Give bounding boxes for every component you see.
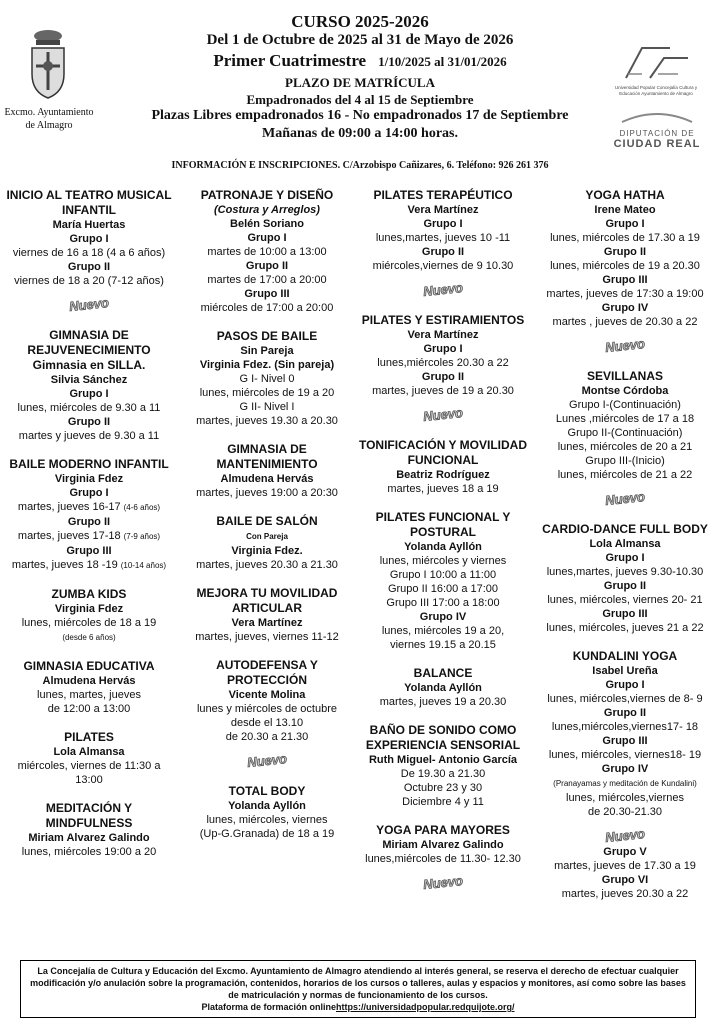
course-line: Grupo I xyxy=(605,218,645,230)
up-mark-icon xyxy=(608,44,704,80)
course-line: martes, jueves 17-18 (7-9 años) xyxy=(17,530,161,542)
course-title: GIMNASIA DE MANTENIMIENTO xyxy=(216,442,318,471)
course-title: PASOS DE BAILE xyxy=(216,329,318,343)
course-line: Grupo II xyxy=(421,246,465,258)
course-line: Grupo IV xyxy=(419,611,467,623)
svg-text:Nuevo: Nuevo xyxy=(422,872,464,892)
course-line: Diciembre 4 y 11 xyxy=(402,796,484,808)
course-block xyxy=(184,658,350,770)
course-line: Grupo II xyxy=(603,246,647,258)
course-line: Grupo I-(Continuación) xyxy=(569,399,681,411)
course-line: Grupo III xyxy=(602,608,648,620)
course-line: viernes de 16 a 18 (4 a 6 años) xyxy=(12,247,166,259)
nuevo-badge xyxy=(601,335,649,355)
course-line: Grupo III xyxy=(66,545,112,557)
course-line: Virginia Fdez xyxy=(54,603,124,615)
column-3 xyxy=(356,188,530,906)
course-line: lunes, miércoles y viernes xyxy=(379,555,507,567)
course-block xyxy=(184,442,350,500)
course-line: Miriam Alvarez Galindo xyxy=(382,839,504,851)
course-line: martes, jueves de 19 a 20.30 xyxy=(372,385,514,397)
nuevo-badge xyxy=(601,488,649,508)
course-line: Grupo III 17:00 a 18:00 xyxy=(386,597,500,609)
course-title: CARDIO-DANCE FULL BODY xyxy=(542,522,708,536)
course-line: de 20.30 a 21.30 xyxy=(225,731,309,743)
svg-text:Nuevo: Nuevo xyxy=(604,335,646,355)
column-2 xyxy=(184,188,350,855)
course-line: lunes, miércoles, viernes18- 19 xyxy=(548,749,702,761)
course-line: lunes, miércoles de 9.30 a 11 xyxy=(17,402,161,414)
empadronados: Empadronados del 4 al 15 de Septiembre xyxy=(246,92,474,107)
course-line: De 19.30 a 21.30 xyxy=(400,768,486,780)
course-line: lunes, martes, jueves xyxy=(37,689,141,701)
course-title: YOGA PARA MAYORES xyxy=(376,823,510,837)
svg-text:Nuevo: Nuevo xyxy=(422,404,464,424)
course-block xyxy=(356,666,530,709)
nuevo-badge xyxy=(243,750,291,770)
course-block xyxy=(534,188,716,355)
course-year: CURSO 2025-2026 xyxy=(291,12,429,31)
course-line: Grupo I xyxy=(69,487,109,499)
course-line: viernes de 18 a 20 (7-12 años) xyxy=(14,275,164,287)
course-line: lunes, miércoles, viernes 20- 21 xyxy=(547,594,703,606)
course-line: Grupo IV xyxy=(601,763,649,775)
course-title: MEJORA TU MOVILIDAD ARTICULAR xyxy=(196,586,338,615)
course-line: Grupo I xyxy=(605,552,645,564)
course-line: martes, jueves 19:00 a 20:30 xyxy=(196,487,338,499)
course-block xyxy=(356,313,530,424)
course-block xyxy=(184,188,350,315)
course-block xyxy=(184,514,350,572)
course-line: martes, jueves 18 -19 (10-14 años) xyxy=(11,559,167,571)
course-line: Grupo II-(Continuación) xyxy=(567,427,683,439)
svg-text:Nuevo: Nuevo xyxy=(604,488,646,508)
course-line: de 20.30-21.30 xyxy=(587,806,662,818)
course-line: martes, jueves 19 a 20.30 xyxy=(379,696,507,708)
diputacion-logo xyxy=(602,108,712,152)
course-line: Vera Martínez xyxy=(407,329,479,341)
nuevo-badge xyxy=(419,404,467,424)
course-line: Grupo I xyxy=(247,232,287,244)
course-line: Yolanda Ayllón xyxy=(228,800,306,812)
svg-text:Nuevo: Nuevo xyxy=(422,279,464,299)
course-title: TOTAL BODY xyxy=(228,784,306,798)
course-line: lunes, miércoles 19:00 a 20 xyxy=(21,846,157,858)
course-line: lunes, miércoles de 19 a 20 xyxy=(199,387,335,399)
course-title: PILATES FUNCIONAL Y POSTURAL xyxy=(375,510,511,539)
course-line: Grupo II xyxy=(67,416,111,428)
course-line: Grupo II 16:00 a 17:00 xyxy=(387,583,499,595)
course-block xyxy=(184,586,350,644)
course-line: lunes, miércoles de 18 a 19 xyxy=(21,617,157,629)
course-line: María Huertas xyxy=(52,219,126,231)
course-line: lunes y miércoles de octubre xyxy=(196,703,337,715)
course-line: Lola Almansa xyxy=(589,538,661,550)
course-line: lunes, miércoles 19 a 20, xyxy=(381,625,505,637)
course-line: miércoles,viernes de 9 10.30 xyxy=(372,260,514,272)
horario-matricula: Mañanas de 09:00 a 14:00 horas. xyxy=(261,126,458,141)
course-line: Grupo III-(Inicio) xyxy=(585,455,665,467)
course-title: ZUMBA KIDS xyxy=(51,587,127,601)
nuevo-badge xyxy=(419,872,467,892)
course-title: PILATES Y ESTIRAMIENTOS xyxy=(361,313,525,327)
footer-disclaimer xyxy=(20,960,696,1018)
course-block xyxy=(4,188,174,314)
course-line: Grupo I xyxy=(605,679,645,691)
diputacion-mark-icon xyxy=(602,108,712,124)
course-title: KUNDALINI YOGA xyxy=(572,649,678,663)
course-line: Miriam Alvarez Galindo xyxy=(28,832,150,844)
course-line: lunes, miércoles, jueves 21 a 22 xyxy=(546,622,704,634)
course-line: lunes, miércoles de 20 a 21 xyxy=(557,441,693,453)
course-title: AUTODEFENSA Y PROTECCIÓN xyxy=(216,658,318,687)
course-line: Montse Córdoba xyxy=(581,385,669,397)
course-title: PILATES xyxy=(64,730,114,744)
course-line: martes, jueves 16-17 (4-6 años) xyxy=(17,501,161,513)
course-block xyxy=(356,510,530,652)
course-line: Sin Pareja xyxy=(240,345,294,357)
course-block xyxy=(356,723,530,809)
course-line: Grupo II xyxy=(67,261,111,273)
course-line: lunes, miércoles, viernes xyxy=(206,814,328,826)
course-block xyxy=(356,438,530,496)
course-line: martes, jueves 20.30 a 21.30 xyxy=(196,559,338,571)
plazo-matricula: PLAZO DE MATRÍCULA xyxy=(285,75,435,90)
svg-text:Nuevo: Nuevo xyxy=(604,825,646,845)
course-line: Grupo II xyxy=(245,260,289,272)
course-title: BALANCE xyxy=(413,666,473,680)
course-line: lunes,martes, jueves 9.30-10.30 xyxy=(546,566,704,578)
course-line: viernes 19.15 a 20.15 xyxy=(390,639,496,651)
course-line: lunes,miércoles 20.30 a 22 xyxy=(377,357,509,369)
course-title: GIMNASIA EDUCATIVA xyxy=(23,659,155,673)
course-line: Grupo I xyxy=(69,233,109,245)
page-header xyxy=(0,0,720,185)
course-line: miércoles de 17:00 a 20:00 xyxy=(200,302,334,314)
course-line: martes de 10:00 a 13:00 xyxy=(207,246,327,258)
footer-platform xyxy=(29,1001,687,1013)
course-line: lunes,martes, jueves 10 -11 xyxy=(375,232,511,244)
course-block xyxy=(4,659,174,716)
course-line: martes y jueves de 9.30 a 11 xyxy=(18,430,160,442)
course-line: desde el 13.10 xyxy=(230,717,304,729)
course-line: Ruth Miguel- Antonio García xyxy=(368,754,518,766)
course-block xyxy=(534,522,716,635)
column-4 xyxy=(534,188,716,915)
course-dates: Del 1 de Octubre de 2025 al 31 de Mayo de 2026 xyxy=(206,32,514,48)
course-line: G II- Nivel I xyxy=(239,401,295,413)
course-line: Grupo III xyxy=(602,274,648,286)
course-line: Grupo III xyxy=(244,288,290,300)
course-line: Grupo VI xyxy=(601,874,649,886)
course-line: Grupo I 10:00 a 11:00 xyxy=(389,569,497,581)
up-logo-text: Universidad Popular Concejalía Cultura y Educación Ayuntamiento de Almagro xyxy=(614,85,698,96)
course-block xyxy=(534,369,716,508)
course-line: Silvia Sánchez xyxy=(50,374,128,386)
course-title: GIMNASIA DE REJUVENECIMIENTO Gimnasia en SILLA. xyxy=(27,328,151,372)
course-subtitle: (Costura y Arreglos) xyxy=(214,204,320,216)
course-line: martes, jueves, viernes 11-12 xyxy=(195,631,339,643)
course-line: martes, jueves 19.30 a 20.30 xyxy=(196,415,338,427)
course-line: martes, jueves 18 a 19 xyxy=(387,483,499,495)
universidad-popular-logo xyxy=(608,44,704,104)
course-line: Octubre 23 y 30 xyxy=(403,782,483,794)
course-line: Grupo I xyxy=(423,218,463,230)
course-line: miércoles, viernes de 11:30 a 13:00 xyxy=(17,760,161,786)
course-line: Virginia Fdez. (Sin pareja) xyxy=(199,359,335,371)
course-line: martes , jueves de 20.30 a 22 xyxy=(552,316,698,328)
course-line: Con Pareja xyxy=(246,532,288,541)
course-line: Grupo II xyxy=(603,707,647,719)
course-line: Grupo I xyxy=(423,343,463,355)
course-line: Virginia Fdez xyxy=(54,473,124,485)
course-line: Yolanda Ayllón xyxy=(404,541,482,553)
plazas-libres: Plazas Libres empadronados 16 - No empadronados 17 de Septiembre xyxy=(151,108,569,123)
course-line: Grupo II xyxy=(421,371,465,383)
course-line: Lola Almansa xyxy=(53,746,125,758)
course-line: Yolanda Ayllón xyxy=(404,682,482,694)
course-line: (Up-G.Granada) de 18 a 19 xyxy=(199,828,335,840)
course-line: lunes, miércoles,viernes xyxy=(566,792,684,804)
course-line: Vicente Molina xyxy=(228,689,306,701)
course-line: Belén Soriano xyxy=(230,218,304,230)
course-line: Virginia Fdez. xyxy=(231,545,303,557)
course-line: lunes, miércoles,viernes de 8- 9 xyxy=(547,693,703,705)
ayuntamiento-label: Excmo. Ayuntamiento de Almagro xyxy=(4,107,94,131)
nuevo-badge xyxy=(419,279,467,299)
course-line: Grupo IV xyxy=(601,302,649,314)
course-block xyxy=(356,188,530,299)
course-line: G I- Nivel 0 xyxy=(239,373,295,385)
course-title: SEVILLANAS xyxy=(586,369,663,383)
course-line: Grupo I xyxy=(69,388,109,400)
course-line: (desde 6 años) xyxy=(62,633,116,642)
svg-text:Nuevo: Nuevo xyxy=(68,294,110,314)
course-title: YOGA HATHA xyxy=(585,188,665,202)
course-title: BAILE DE SALÓN xyxy=(216,514,318,528)
course-block xyxy=(356,823,530,892)
course-line: martes, jueves 20.30 a 22 xyxy=(561,888,689,900)
course-line: martes de 17:00 a 20:00 xyxy=(207,274,327,286)
course-line: de 12:00 a 13:00 xyxy=(47,703,131,715)
course-line: Isabel Ureña xyxy=(592,665,658,677)
svg-text:Nuevo: Nuevo xyxy=(246,750,288,770)
info-inscripciones: INFORMACIÓN E INSCRIPCIONES. C/Arzobispo Cañizares, 6. Teléfono: 926 261 376 xyxy=(171,160,549,171)
course-title: BAÑO DE SONIDO COMO EXPERIENCIA SENSORIAL xyxy=(365,723,521,752)
nuevo-badge xyxy=(65,294,113,314)
course-line: Grupo II xyxy=(603,580,647,592)
course-title: TONIFICACIÓN Y MOVILIDAD FUNCIONAL xyxy=(358,438,527,467)
course-title: MEDITACIÓN Y MINDFULNESS xyxy=(45,801,133,830)
course-line: Almudena Hervás xyxy=(220,473,314,485)
course-line: martes, jueves de 17.30 a 19 xyxy=(554,860,696,872)
almagro-crest-icon xyxy=(26,28,70,100)
platform-link[interactable]: https://universidadpopular.redquijote.org/ xyxy=(336,1002,515,1012)
course-block xyxy=(4,457,174,573)
course-block xyxy=(4,587,174,645)
term-title: Primer Cuatrimestre 1/10/2025 al 31/01/2026 xyxy=(213,51,507,70)
course-line: lunes, miércoles de 17.30 a 19 xyxy=(550,232,700,244)
course-line: Irene Mateo xyxy=(594,204,656,216)
course-line: Beatriz Rodríguez xyxy=(396,469,490,481)
course-line: lunes,miércoles de 11.30- 12.30 xyxy=(365,853,521,865)
course-line: lunes, miércoles de 19 a 20.30 xyxy=(550,260,700,272)
course-line: Lunes ,miércoles de 17 a 18 xyxy=(555,413,695,425)
diputacion-line2: CIUDAD REAL xyxy=(613,138,701,150)
course-line: Grupo II xyxy=(67,516,111,528)
platform-label: Plataforma de formación online xyxy=(201,1002,336,1012)
nuevo-badge xyxy=(601,825,649,845)
course-block xyxy=(4,801,174,859)
course-block xyxy=(534,649,716,901)
course-line: Vera Martínez xyxy=(407,204,479,216)
course-title: PILATES TERAPÉUTICO xyxy=(373,188,513,202)
course-block xyxy=(184,329,350,428)
course-title: INICIO AL TEATRO MUSICAL INFANTIL xyxy=(6,188,172,217)
course-block xyxy=(4,730,174,787)
course-title: BAILE MODERNO INFANTIL xyxy=(9,457,169,471)
course-line: (Pranayamas y meditación de Kundalini) xyxy=(553,779,697,788)
course-line: martes, jueves de 17:30 a 19:00 xyxy=(546,288,704,300)
course-line: Vera Martínez xyxy=(231,617,303,629)
course-line: Almudena Hervás xyxy=(42,675,136,687)
course-line: lunes, miércoles de 21 a 22 xyxy=(557,469,693,481)
diputacion-line1: DIPUTACIÓN DE xyxy=(619,129,695,138)
course-block xyxy=(184,784,350,841)
course-title: PATRONAJE Y DISEÑO xyxy=(200,188,334,202)
column-1 xyxy=(4,188,174,873)
footer-text: La Concejalía de Cultura y Educación del Excmo. Ayuntamiento de Almagro atendiendo al interés general, se reserva el derecho de efectuar cualquier modificación y/o anulación sobre la programación, contenidos, horarios de los cursos o talleres, aulas y espacios y monitores, así como sobre las bases de matriculación y normas de funcionamiento de los cursos. xyxy=(30,966,686,1000)
course-line: lunes,miércoles,viernes17- 18 xyxy=(551,721,699,733)
course-line: Grupo III xyxy=(602,735,648,747)
course-block xyxy=(4,328,174,443)
course-line: Grupo V xyxy=(603,846,647,858)
